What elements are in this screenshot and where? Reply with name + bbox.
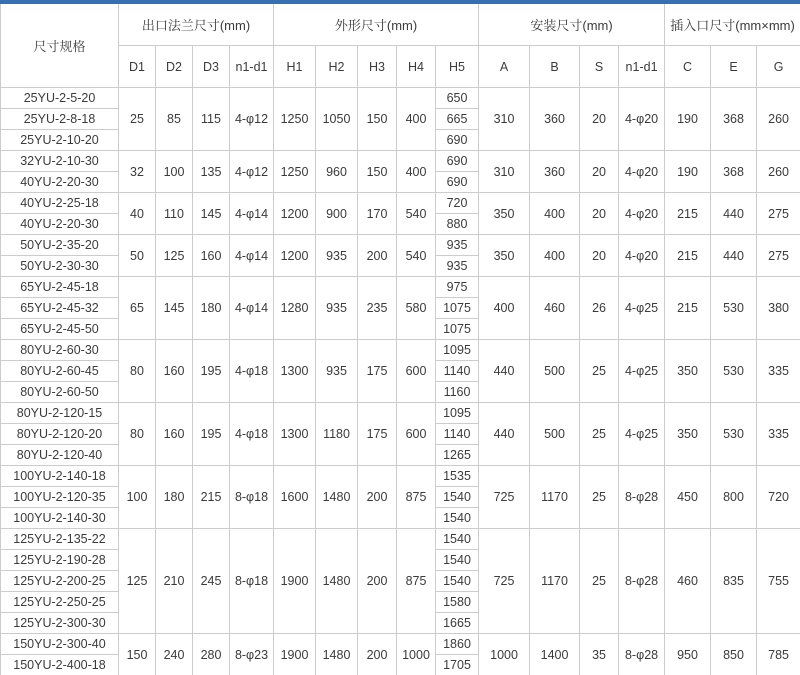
- h1-cell: 1250: [274, 88, 316, 151]
- h5-cell: 1540: [436, 529, 479, 550]
- h5-cell: 1860: [436, 634, 479, 655]
- c-cell: 450: [665, 466, 711, 529]
- h4-cell: 400: [397, 88, 436, 151]
- col-header-h3: H3: [358, 46, 397, 88]
- h5-cell: 650: [436, 88, 479, 109]
- col-header-a: A: [479, 46, 530, 88]
- model-cell: 32YU-2-10-30: [1, 151, 119, 172]
- model-cell: 40YU-2-25-18: [1, 193, 119, 214]
- s-cell: 25: [580, 340, 619, 403]
- model-cell: 150YU-2-300-40: [1, 634, 119, 655]
- h3-cell: 170: [358, 193, 397, 235]
- h2-cell: 960: [316, 151, 358, 193]
- col-header-h2: H2: [316, 46, 358, 88]
- d2-cell: 100: [156, 151, 193, 193]
- h1-cell: 1600: [274, 466, 316, 529]
- nd2-cell: 4-φ25: [619, 340, 665, 403]
- h1-cell: 1300: [274, 340, 316, 403]
- a-cell: 400: [479, 277, 530, 340]
- h5-cell: 720: [436, 193, 479, 214]
- h2-cell: 1180: [316, 403, 358, 466]
- nd2-cell: 4-φ20: [619, 193, 665, 235]
- table-row: [1, 340, 800, 361]
- table-row: [1, 529, 800, 550]
- a-cell: 440: [479, 340, 530, 403]
- d3-cell: 280: [193, 634, 230, 675]
- model-cell: 125YU-2-190-28: [1, 550, 119, 571]
- col-header-s: S: [580, 46, 619, 88]
- d3-cell: 145: [193, 193, 230, 235]
- e-cell: 530: [711, 403, 757, 466]
- h1-cell: 1280: [274, 277, 316, 340]
- g-cell: 335: [757, 403, 800, 466]
- col-header-d2: D2: [156, 46, 193, 88]
- s-cell: 20: [580, 151, 619, 193]
- table-row: [1, 151, 800, 172]
- h5-cell: 1160: [436, 382, 479, 403]
- e-cell: 440: [711, 193, 757, 235]
- col-header-h4: H4: [397, 46, 436, 88]
- a-cell: 350: [479, 235, 530, 277]
- d2-cell: 160: [156, 403, 193, 466]
- g-cell: 260: [757, 88, 800, 151]
- model-cell: 150YU-2-400-18: [1, 655, 119, 675]
- c-cell: 215: [665, 235, 711, 277]
- nd2-cell: 8-φ28: [619, 466, 665, 529]
- nd1-cell: 4-φ14: [230, 193, 274, 235]
- model-cell: 125YU-2-200-25: [1, 571, 119, 592]
- section-header-inlet-size: 插入口尺寸(mm×mm): [665, 2, 800, 46]
- g-cell: 260: [757, 151, 800, 193]
- h1-cell: 1250: [274, 151, 316, 193]
- d2-cell: 210: [156, 529, 193, 634]
- model-cell: 40YU-2-20-30: [1, 214, 119, 235]
- b-cell: 400: [530, 193, 580, 235]
- e-cell: 835: [711, 529, 757, 634]
- h5-cell: 880: [436, 214, 479, 235]
- nd2-cell: 4-φ20: [619, 88, 665, 151]
- nd1-cell: 4-φ14: [230, 235, 274, 277]
- s-cell: 20: [580, 193, 619, 235]
- h2-cell: 1050: [316, 88, 358, 151]
- section-header-outline-size: 外形尺寸(mm): [274, 2, 479, 46]
- c-cell: 460: [665, 529, 711, 634]
- h2-cell: 1480: [316, 529, 358, 634]
- h5-cell: 1095: [436, 403, 479, 424]
- nd1-cell: 4-φ12: [230, 88, 274, 151]
- col-header-b: B: [530, 46, 580, 88]
- b-cell: 460: [530, 277, 580, 340]
- h5-cell: 1540: [436, 487, 479, 508]
- h4-cell: 1000: [397, 634, 436, 675]
- h5-cell: 1705: [436, 655, 479, 675]
- e-cell: 368: [711, 151, 757, 193]
- h4-cell: 875: [397, 529, 436, 634]
- model-cell: 25YU-2-8-18: [1, 109, 119, 130]
- table-header: [1, 2, 800, 88]
- b-cell: 360: [530, 151, 580, 193]
- h4-cell: 540: [397, 193, 436, 235]
- s-cell: 25: [580, 466, 619, 529]
- table-row: [1, 88, 800, 109]
- h4-cell: 400: [397, 151, 436, 193]
- nd2-cell: 4-φ25: [619, 277, 665, 340]
- h3-cell: 150: [358, 151, 397, 193]
- h2-cell: 935: [316, 235, 358, 277]
- c-cell: 190: [665, 88, 711, 151]
- h3-cell: 200: [358, 466, 397, 529]
- h3-cell: 235: [358, 277, 397, 340]
- c-cell: 215: [665, 193, 711, 235]
- model-cell: 80YU-2-60-30: [1, 340, 119, 361]
- h5-cell: 935: [436, 235, 479, 256]
- section-header-row: [1, 2, 800, 46]
- h2-cell: 935: [316, 277, 358, 340]
- model-cell: 80YU-2-60-45: [1, 361, 119, 382]
- h4-cell: 540: [397, 235, 436, 277]
- col-header-c: C: [665, 46, 711, 88]
- s-cell: 25: [580, 403, 619, 466]
- g-cell: 275: [757, 193, 800, 235]
- h1-cell: 1200: [274, 193, 316, 235]
- g-cell: 785: [757, 634, 800, 675]
- s-cell: 20: [580, 88, 619, 151]
- h3-cell: 150: [358, 88, 397, 151]
- b-cell: 400: [530, 235, 580, 277]
- d3-cell: 195: [193, 403, 230, 466]
- model-cell: 80YU-2-120-40: [1, 445, 119, 466]
- h3-cell: 200: [358, 634, 397, 675]
- g-cell: 380: [757, 277, 800, 340]
- nd1-cell: 4-φ12: [230, 151, 274, 193]
- d1-cell: 150: [119, 634, 156, 675]
- col-header-g: G: [757, 46, 800, 88]
- d1-cell: 80: [119, 403, 156, 466]
- h5-cell: 1140: [436, 424, 479, 445]
- h2-cell: 1480: [316, 466, 358, 529]
- d1-cell: 100: [119, 466, 156, 529]
- d3-cell: 180: [193, 277, 230, 340]
- section-header-install-size: 安装尺寸(mm): [479, 2, 665, 46]
- e-cell: 850: [711, 634, 757, 675]
- h5-cell: 1095: [436, 340, 479, 361]
- h2-cell: 900: [316, 193, 358, 235]
- h5-cell: 690: [436, 130, 479, 151]
- nd1-cell: 8-φ18: [230, 529, 274, 634]
- model-cell: 125YU-2-135-22: [1, 529, 119, 550]
- d2-cell: 145: [156, 277, 193, 340]
- col-header-d1: D1: [119, 46, 156, 88]
- model-cell: 125YU-2-300-30: [1, 613, 119, 634]
- h5-cell: 690: [436, 151, 479, 172]
- e-cell: 800: [711, 466, 757, 529]
- d3-cell: 215: [193, 466, 230, 529]
- model-cell: 100YU-2-140-18: [1, 466, 119, 487]
- col-header-n1d1: n1-d1: [230, 46, 274, 88]
- model-cell: 50YU-2-30-30: [1, 256, 119, 277]
- model-cell: 25YU-2-10-20: [1, 130, 119, 151]
- h3-cell: 200: [358, 235, 397, 277]
- table-row: [1, 235, 800, 256]
- b-cell: 1400: [530, 634, 580, 675]
- table-row: [1, 277, 800, 298]
- nd1-cell: 4-φ18: [230, 340, 274, 403]
- table-row: [1, 634, 800, 655]
- d2-cell: 180: [156, 466, 193, 529]
- nd2-cell: 4-φ25: [619, 403, 665, 466]
- col-header-n1d1-install: n1-d1: [619, 46, 665, 88]
- s-cell: 25: [580, 529, 619, 634]
- model-cell: 25YU-2-5-20: [1, 88, 119, 109]
- g-cell: 755: [757, 529, 800, 634]
- model-cell: 40YU-2-20-30: [1, 172, 119, 193]
- nd2-cell: 4-φ20: [619, 235, 665, 277]
- model-cell: 65YU-2-45-32: [1, 298, 119, 319]
- b-cell: 1170: [530, 466, 580, 529]
- d3-cell: 245: [193, 529, 230, 634]
- h5-cell: 935: [436, 256, 479, 277]
- h4-cell: 600: [397, 403, 436, 466]
- b-cell: 360: [530, 88, 580, 151]
- h4-cell: 580: [397, 277, 436, 340]
- h5-cell: 1540: [436, 550, 479, 571]
- d1-cell: 80: [119, 340, 156, 403]
- s-cell: 26: [580, 277, 619, 340]
- h5-cell: 1075: [436, 298, 479, 319]
- model-cell: 100YU-2-140-30: [1, 508, 119, 529]
- e-cell: 440: [711, 235, 757, 277]
- h5-cell: 1535: [436, 466, 479, 487]
- d1-cell: 65: [119, 277, 156, 340]
- d1-cell: 50: [119, 235, 156, 277]
- section-header-outlet-flange: 出口法兰尺寸(mm): [119, 2, 274, 46]
- b-cell: 500: [530, 403, 580, 466]
- h4-cell: 875: [397, 466, 436, 529]
- col-header-e: E: [711, 46, 757, 88]
- h5-cell: 665: [436, 109, 479, 130]
- d3-cell: 115: [193, 88, 230, 151]
- model-cell: 80YU-2-60-50: [1, 382, 119, 403]
- h3-cell: 175: [358, 403, 397, 466]
- column-header-row: [1, 46, 800, 88]
- model-cell: 65YU-2-45-50: [1, 319, 119, 340]
- s-cell: 35: [580, 634, 619, 675]
- d3-cell: 160: [193, 235, 230, 277]
- h5-cell: 1265: [436, 445, 479, 466]
- model-cell: 65YU-2-45-18: [1, 277, 119, 298]
- spec-column-header: 尺寸规格: [1, 2, 119, 88]
- c-cell: 350: [665, 340, 711, 403]
- d1-cell: 125: [119, 529, 156, 634]
- e-cell: 530: [711, 277, 757, 340]
- b-cell: 500: [530, 340, 580, 403]
- h3-cell: 200: [358, 529, 397, 634]
- nd2-cell: 8-φ28: [619, 634, 665, 675]
- model-cell: 125YU-2-250-25: [1, 592, 119, 613]
- c-cell: 350: [665, 403, 711, 466]
- model-cell: 100YU-2-120-35: [1, 487, 119, 508]
- e-cell: 368: [711, 88, 757, 151]
- d3-cell: 135: [193, 151, 230, 193]
- col-header-h1: H1: [274, 46, 316, 88]
- table-row: [1, 403, 800, 424]
- h3-cell: 175: [358, 340, 397, 403]
- nd1-cell: 8-φ23: [230, 634, 274, 675]
- d2-cell: 160: [156, 340, 193, 403]
- d2-cell: 125: [156, 235, 193, 277]
- h5-cell: 1140: [436, 361, 479, 382]
- h5-cell: 1665: [436, 613, 479, 634]
- d2-cell: 85: [156, 88, 193, 151]
- a-cell: 725: [479, 529, 530, 634]
- table-row: [1, 193, 800, 214]
- a-cell: 310: [479, 151, 530, 193]
- d1-cell: 32: [119, 151, 156, 193]
- b-cell: 1170: [530, 529, 580, 634]
- a-cell: 1000: [479, 634, 530, 675]
- table-row: [1, 466, 800, 487]
- c-cell: 215: [665, 277, 711, 340]
- g-cell: 275: [757, 235, 800, 277]
- nd1-cell: 4-φ14: [230, 277, 274, 340]
- h2-cell: 935: [316, 340, 358, 403]
- model-cell: 80YU-2-120-15: [1, 403, 119, 424]
- col-header-d3: D3: [193, 46, 230, 88]
- nd2-cell: 8-φ28: [619, 529, 665, 634]
- h1-cell: 1200: [274, 235, 316, 277]
- e-cell: 530: [711, 340, 757, 403]
- table-body: [1, 88, 800, 675]
- a-cell: 440: [479, 403, 530, 466]
- s-cell: 20: [580, 235, 619, 277]
- h5-cell: 690: [436, 172, 479, 193]
- a-cell: 350: [479, 193, 530, 235]
- h1-cell: 1900: [274, 634, 316, 675]
- d2-cell: 110: [156, 193, 193, 235]
- d1-cell: 40: [119, 193, 156, 235]
- h4-cell: 600: [397, 340, 436, 403]
- d3-cell: 195: [193, 340, 230, 403]
- nd1-cell: 8-φ18: [230, 466, 274, 529]
- h2-cell: 1480: [316, 634, 358, 675]
- d1-cell: 25: [119, 88, 156, 151]
- a-cell: 310: [479, 88, 530, 151]
- h5-cell: 1540: [436, 571, 479, 592]
- model-cell: 50YU-2-35-20: [1, 235, 119, 256]
- h5-cell: 975: [436, 277, 479, 298]
- c-cell: 190: [665, 151, 711, 193]
- nd1-cell: 4-φ18: [230, 403, 274, 466]
- h5-cell: 1580: [436, 592, 479, 613]
- g-cell: 335: [757, 340, 800, 403]
- h5-cell: 1540: [436, 508, 479, 529]
- h1-cell: 1900: [274, 529, 316, 634]
- d2-cell: 240: [156, 634, 193, 675]
- model-cell: 80YU-2-120-20: [1, 424, 119, 445]
- g-cell: 720: [757, 466, 800, 529]
- h5-cell: 1075: [436, 319, 479, 340]
- c-cell: 950: [665, 634, 711, 675]
- h1-cell: 1300: [274, 403, 316, 466]
- nd2-cell: 4-φ20: [619, 151, 665, 193]
- a-cell: 725: [479, 466, 530, 529]
- col-header-h5: H5: [436, 46, 479, 88]
